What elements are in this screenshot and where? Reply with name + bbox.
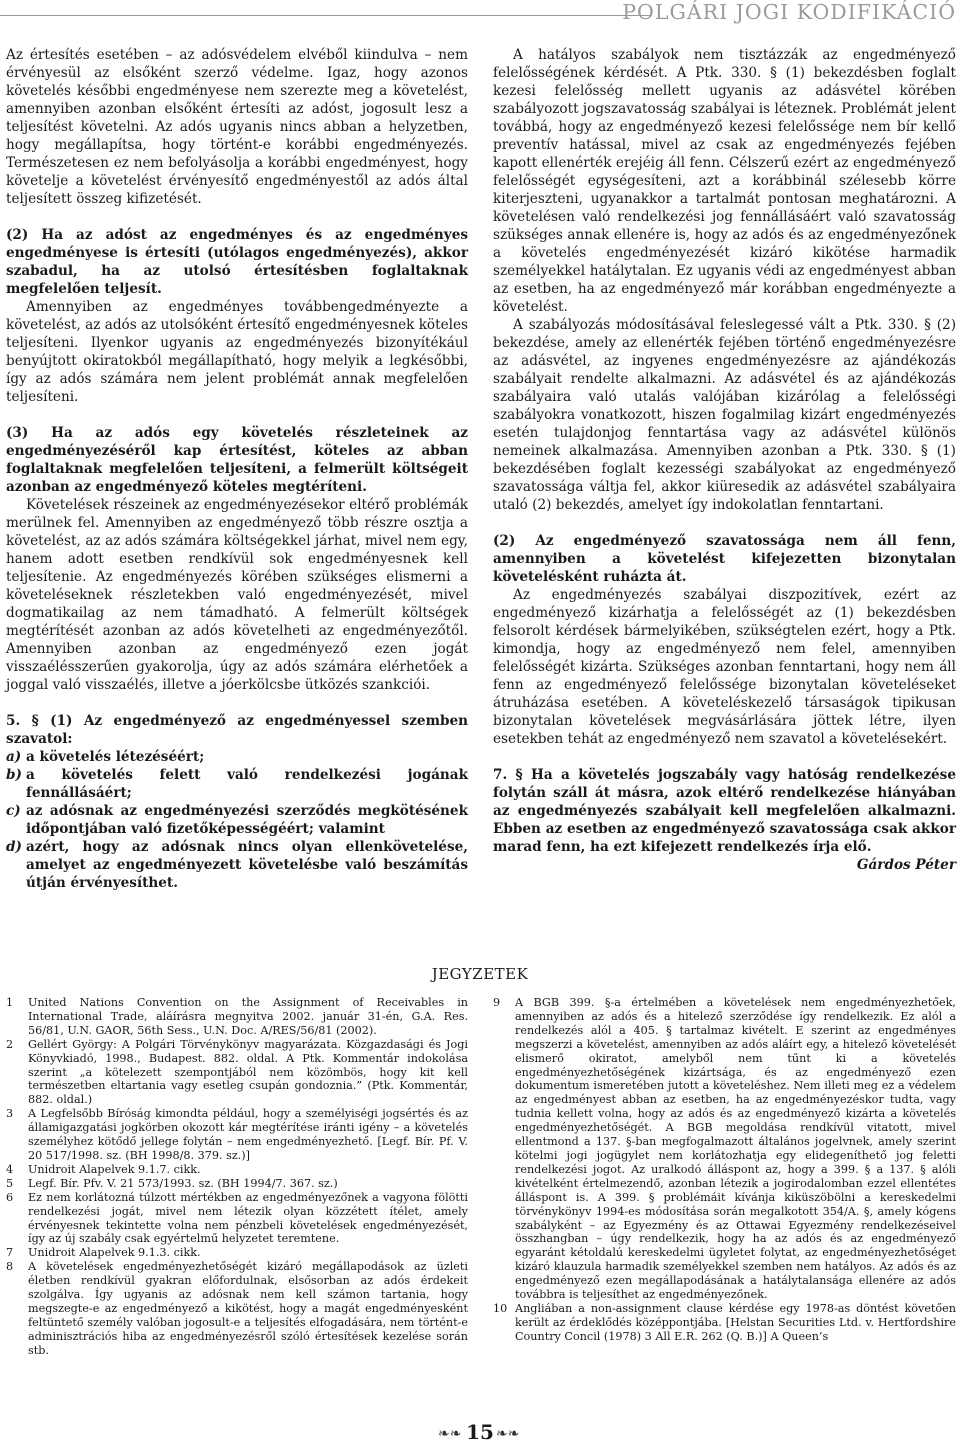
running-header [0, 0, 960, 34]
paragraph: Követelések részeinek az engedményezésekor eltérő problémák merülnek fel. Amennyiben az engedményező több részre osztja a követelést, az az adós számára költségekkel járhat, mivel nem egy, hanem adott esetben rendkívül sok engedményesnek kell teljesítenie. Az engedményezés körében szükséges elismerni a követeléseknek részletekben való engedményezését, mivel dogmatikailag az nem támadható. A felmerült költségek megtérítését azonban az adós követelheti az engedményezőtől. Amennyiben azonban az engedményező ezen jogát visszaélésszerűen gyakorolja, úgy az adós számára elérhetőek a joggal való visszaélés, illetve a jóerkölcsbe ütközés szankciói. [6, 497, 468, 693]
footnote: 4 Unidroit Alapelvek 9.1.7. cikk. [6, 1162, 201, 1176]
notes-title: JEGYZETEK [431, 965, 529, 983]
footnote: 9 A BGB 399. §-a értelmében a követelések nem engedményezhetőek, amennyiben az adós és a hitelező szerződése így rendelkezik. Ez alól a rendelkezés alól a 405. § tartalmaz kivételt. E szerint az engedményes megszerzi a követelést, amennyiben az adós aláírt egy, a hitelező követelését elismerő okiratot, amelyből nem tűnt ki a követelés engedményezhetőségének kizártsága, és az engedményező ezen dokumentum ismeretében jutott a követeléshez. Nem illeti meg ez a védelem az engedményest abban az esetben, ha az engedményezéskor tudta, vagy tudnia kellett volna, hogy az adós és az engedményező kizárta a követelés engedményezhetőségét. A BGB megoldása rendkívül vitatott, mivel ellentmond a 137. §-ban megfogalmazott általános jogelvnek, amely szerint kötelmi jogi jogügylet nem korlátozhatja egy elidegeníthető jog feletti rendelkezési jogot. Az uralkodó álláspont az, hogy a 399. § a 137. § alóli kivételként értelmezendő, azonban létezik a jogirodalomban ezzel ellentétes álláspont is. A 399. § problémáit kívánja kiküszöbölni a kereskedelmi törvénykönyv 1994-es módosítása során megalkotott 354/A. §, amely kógens szabályként – az Egyezmény és az Ottawai Egyezmény rendelkezéseivel összhangban – úgy rendelkezik, hogy ha az adós és az engedményező egyaránt kétoldalú kereskedelmi ügyletet folytat, az engedményezhetőséget kizáró klauzula harmadik személyekkel szemben nem hatályos. Az adós és az engedményező ezen megállapodásának a hatálytalansága ellenére az adós továbbra is teljesíthet az engedményezőnek. [493, 996, 956, 1302]
right-column [493, 46, 956, 874]
footnote: 5 Legf. Bír. Pfv. V. 21 573/1993. sz. (BH 1994/7. 367. sz.) [6, 1176, 338, 1190]
section-heading: (2) Az engedményező szavatossága nem áll fenn, amennyiben a követelést kifejezetten bizonytalan követelésként ruházta át. [493, 533, 956, 585]
footnote: 7 Unidroit Alapelvek 9.1.3. cikk. [6, 1246, 201, 1260]
footnote: 10 Angliában a non-assignment clause kérdése egy 1978-as döntést követően került az érdeklődés középpontjába. [Helstan Securities Ltd. v. Hertfordshire Country Concil (1978) 3 All E.R. 262 (Q. B.)] A Queen’s [493, 1301, 956, 1343]
warranty-list [6, 748, 468, 892]
author-signature: Gárdos Péter [856, 857, 956, 873]
section-heading: (2) Ha az adóst az engedményes és az engedményes engedményese is értesíti (utólagos engedményezés), akkor szabadul, ha az utolsó értesítésben foglaltaknak megfelelően teljesít. [6, 227, 468, 297]
list-item: b) a követelés felett való rendelkezési jogának fennállásáért; [6, 767, 468, 801]
section-heading: (3) Ha az adós egy követelés részleteinek az engedményezéséről kap értesítést, köteles az abban foglaltaknak megfelelően teljesíteni, a felmerült költségeit azonban az engedményező köteles megtéríteni. [6, 425, 468, 495]
ornament-left-icon: ❧❧ [438, 1426, 462, 1442]
list-item: a) a követelés létezéséért; [6, 749, 205, 765]
paragraph: Az értesítés esetében – az adósvédelem elvéből kiindulva – nem érvényesül az elsőként szerző védelme. Igaz, hogy azonos követelés későbbi engedményese nem szerezte meg a követelést, amennyiben azonban elsőként értesíti az adóst, jogosult lesz a teljesítést követelni. Az adós ugyanis nincs abban a helyzetben, hogy megállapítsa, hogy történt-e korábbi engedményezés. Természetesen ez nem befolyásolja a korábbi engedményest, hogy követelje a követelést érvényesítő engedményestől az adós által teljesített összeg kifizetését. [6, 47, 468, 207]
list-item: c) az adósnak az engedményezési szerződés megkötésének időpontjában való fizetőképességéért; valamint [6, 803, 468, 837]
footnote: 3 A Legfelsőbb Bíróság kimondta például, hogy a személyiségi jogsértés és az államigazgatási jogkörben okozott kár megtérítése iránti igény – a követelés személyhez kötődő jellege folytán – nem engedményezhető. [Legf. Bír. Pf. V. 20 517/1998. sz. (BH 1998/8. 379. sz.)] [6, 1107, 468, 1162]
notes-left [6, 996, 468, 1358]
header-rule [0, 15, 650, 16]
page-number: 15 [466, 1420, 494, 1444]
section-heading: 5. § (1) Az engedményező az engedményessel szemben szavatol: [6, 713, 468, 747]
section-heading: 7. § Ha a követelés jogszabály vagy hatóság rendelkezése folytán száll át másra, azok eltérő rendelkezése hiányában az engedményezés szabályait kell megfelelően alkalmazni. Ebben az esetben az engedményező szavatossága csak akkor marad fenn, ha ezt kifejezett rendelkezés írja elő. [493, 767, 956, 855]
page-footer [0, 1418, 960, 1448]
list-item: d) azért, hogy az adósnak nincs olyan ellenkövetelése, amelyet az engedményezett követelésbe való beszámítás útján érvényesíthet. [6, 839, 468, 891]
paragraph: A szabályozás módosításával feleslegessé vált a Ptk. 330. § (2) bekezdése, amely az ellenérték fejében történő engedményezésre az adásvétel, az ingyenes engedményezésre az ajándékozás szabályait rendelte alkalmazni. Az adásvétel és az ajándékozás szabályaira való utalás valójában kizárólag a felelősségi szabályokra vonatkozott, hiszen fogalmilag kizárt engedményezés esetén tulajdonjog fenntartása vagy az adásvétel különös nemeinek alkalmazása. Amennyiben azonban a Ptk. 330. § (1) bekezdésében foglalt kezességi szabályokat az engedményező szavatossága váltja fel, akkor kiüresedik az adásvétel szabályaira utaló (2) bekezdés, amelyet így indokolatlan fenntartani. [493, 317, 956, 513]
footnote: 8 A követelések engedményezhetőségét kizáró megállapodások az üzleti életben rendkívül gyakran előfordulnak, elsősorban az adós érdekeit szolgálva. Így ugyanis az adósnak nem kell számon tartania, hogy megszegte-e az engedményező a kikötést, hogy a magát engedményesként feltüntető személy valóban jogosult-e a teljesítés elfogadására, nem történt-e adminisztrációs hiba az engedményezésről szóló értesítések kezelése során stb. [6, 1260, 468, 1357]
footnote: 2 Gellért György: A Polgári Törvénykönyv magyarázata. Közgazdasági és Jogi Könyvkiadó, 1998., Budapest. 882. oldal. A Ptk. Kommentár indokolása szerint „a kötelezett szempontjából nem közömbös, hogy kit kell természetben eltartania vagy esetleg csupán gondoznia.” (Ptk. Kommentár, 882. oldal.) [6, 1037, 468, 1107]
left-column [6, 46, 468, 892]
ornament-right-icon: ❧❧ [496, 1426, 520, 1442]
footnote: 1 United Nations Convention on the Assignment of Receivables in International Trade, aláírásra megnyitva 2002. január 31-én, G.A. Res. 56/81, U.N. GAOR, 56th Sess., U.N. Doc. A/RES/56/81 (2002). [6, 996, 468, 1037]
journal-title: POLGÁRI JOGI KODIFIKÁCIÓ [622, 0, 956, 24]
paragraph: Az engedményezés szabályai diszpozitívek, ezért az engedményező kizárhatja a felelősségét az (1) bekezdésben felsorolt kérdések bármelyikében, szükségtelen ezért, hogy a Ptk. kimondja, hogy az engedményező nem felel, amennyiben felelősségét kizárta. Szükséges azonban fenntartani, hogy nem áll fenn az engedményező felelőssége bizonytalan követeléseket átruházása esetében. A követeléskezelő társaságok tipikusan bizonytalan követelések megvásárlására jöttek létre, ilyen esetekben tehát az engedményező nem szavatol a követelésekért. [493, 587, 956, 747]
notes-right [493, 996, 956, 1344]
paragraph: A hatályos szabályok nem tisztázzák az engedményező felelősségének kérdését. A Ptk. 330. § (1) bekezdésben foglalt kezesi felelősség mellett ugyanis az adásvétel körében szabályozott jogszavatosság szabályai is léteznek. Problémát jelent továbbá, hogy az engedményező kezesi felelőssége nem bír kellő preventív hatással, mivel az csak az engedményezés fejében kapott ellenérték erejéig áll fenn. Célszerű ezért az engedményező felelősségét egységesíteni, azt a korábbinál szélesebb körre kiterjeszteni, ugyanakkor a tartalmát pontosan meghatározni. A követelésen való rendelkezési jog fennállásáért való szavatosság szükséges annak ellenére is, hogy az adós és az engedményezőnek a követelés engedményezését kizáró kikötése harmadik személyekkel hatálytalan. Ez ugyanis védi az engedményest abban az esetben, ha az engedményező már korábban engedményezte a követelést. [493, 47, 956, 315]
paragraph: Amennyiben az engedményes továbbengedményezte a követelést, az adós az utolsóként értesítő engedményesnek köteles teljesíteni. Ilyenkor ugyanis az engedményezés bizonyítékául benyújtott okiratokból megállapítható, hogy melyik a legkésőbbi, így az adós számára nem jelent problémát annak megfelelően teljesíteni. [6, 299, 468, 405]
footnote: 6 Ez nem korlátozná túlzott mértékben az engedményezőnek a vagyona fölötti rendelkezési jogát, mivel nem létezik olyan közzétett ítélet, amely érvényesnek tekintette volna nem pénzbeli követelések engedményezését, így az új szabály csak egyértelmű helyzetet teremtene. [6, 1190, 468, 1246]
